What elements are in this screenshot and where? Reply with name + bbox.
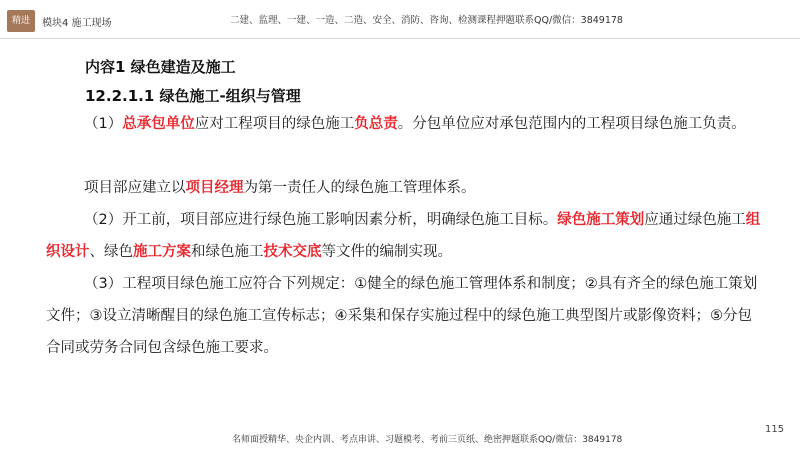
highlight-organization-design: 组织设计	[46, 212, 761, 260]
paragraph-2	[46, 172, 766, 204]
p3-text: 应通过绿色施工	[644, 212, 746, 228]
brand-logo: 精进	[7, 10, 35, 32]
p2-text: 项目部应建立以	[84, 180, 186, 196]
highlight-green-planning: 绿色施工策划	[557, 212, 645, 228]
highlight-overall-responsibility: 负总责	[354, 116, 398, 132]
p3-text: 、绿色	[89, 244, 133, 260]
p1-text: 。分包单位应对承包范围内的工程项目绿色施工负责。	[397, 116, 746, 132]
highlight-technical-briefing: 技术交底	[263, 244, 322, 260]
subsection-heading: 12.2.1.1 绿色施工-组织与管理	[85, 87, 301, 105]
highlight-project-manager: 项目经理	[185, 180, 244, 196]
module-label: 模块4 施工现场	[42, 18, 112, 29]
paragraph-4: （3）工程项目绿色施工应符合下列规定：①健全的绿色施工管理体系和制度；②具有齐全的绿色施工策划文件；③设立清晰醒目的绿色施工宣传标志；④采集和保存实施过程中的绿色施工典型图片或影像资料；⑤分包合同或劳务合同包含绿色施工要求。	[46, 276, 758, 356]
paragraph-1	[46, 108, 766, 140]
top-contact-notice: 二建、监理、一建、一造、二造、安全、消防、咨询、检测课程押题联系QQ/微信：3849178	[230, 15, 623, 26]
p2-text: 为第一责任人的绿色施工管理体系。	[243, 180, 476, 196]
section-heading: 内容1 绿色建造及施工	[85, 58, 236, 76]
highlight-general-contractor: 总承包单位	[122, 116, 195, 132]
p3-text: 等文件的编制实现。	[321, 244, 452, 260]
header-divider	[0, 38, 800, 39]
bottom-contact-notice: 名师面授精华、央企内训、考点串讲、习题模考、考前三页纸、绝密押题联系QQ/微信：3849178	[232, 435, 623, 445]
highlight-construction-plan: 施工方案	[133, 244, 191, 260]
paragraph-3	[46, 204, 766, 268]
p3-text: 和绿色施工	[191, 244, 264, 260]
p1-text: 应对工程项目的绿色施工	[194, 116, 355, 132]
header-bar	[0, 0, 800, 40]
p1-text: （1）	[84, 116, 123, 132]
p3-text: （2）开工前，项目部应进行绿色施工影响因素分析，明确绿色施工目标。	[84, 212, 558, 228]
page-number: 115	[765, 424, 785, 435]
